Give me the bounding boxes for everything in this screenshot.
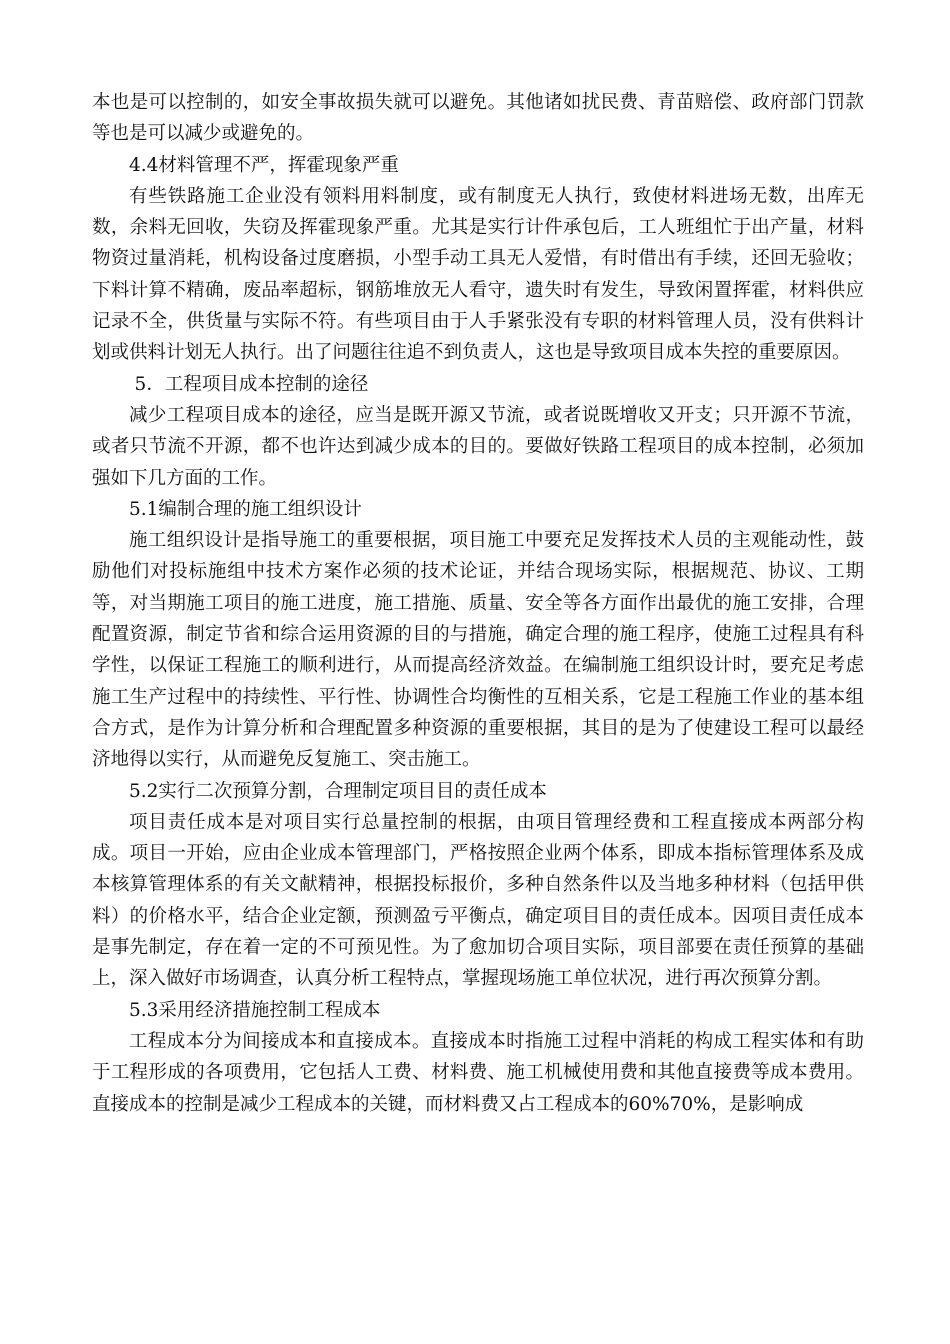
paragraph-responsibility-cost: 项目责任成本是对项目实行总量控制的根据，由项目管理经费和工程直接成本两部分构成。项目一开始，应由企业成本管理部门，严格按照企业两个体系，即成本指标管理体系及成本核算管理体系的有关文献精神，根据投标报价，多种自然条件以及当地多种材料（包括甲供料）的价格水平，结合企业定额，预测盈亏平衡点，确定项目目的责任成本。因项目责任成本是事先制定，存在着一定的不可预见性。为了愈加切合项目实际，项目部要在责任预算的基础上，深入做好市场调查，认真分析工程特点，掌握现场施工单位状况，进行再次预算分割。 [92, 811, 864, 990]
paragraph-economic-measures: 工程成本分为间接成本和直接成本。直接成本时指施工过程中消耗的构成工程实体和有助于工程形成的各项费用，它包括人工费、材料费、施工机械使用费和其他直接费等成本费用。直接成本的控制是减少工程成本的关键，而材料费又占工程成本的60%70%，是影响成 [92, 1030, 864, 1115]
section-heading-5-3: 5.3采用经济措施控制工程成本 [129, 999, 381, 1021]
section-heading-5-2: 5.2实行二次预算分割，合理制定项目目的责任成本 [129, 780, 547, 802]
paragraph-cost-reduction: 减少工程项目成本的途径，应当是既开源又节流，或者说既增收又开支；只开源不节流，或者只节流不开源，都不也许达到减少成本的目的。要做好铁路工程项目的成本控制，必须加强如下几方面的工作。 [92, 404, 864, 489]
paragraph-construction-design: 施工组织设计是指导施工的重要根据，项目施工中要充足发挥技术人员的主观能动性，鼓励他们对投标施组中技术方案作必须的技术论证，并结合现场实际，根据规范、协议、工期等，对当期施工项目的施工进度，施工措施、质量、安全等各方面作出最优的施工安排，合理配置资源，制定节省和综合运用资源的目的与措施，确定合理的施工程序，使施工过程具有科学性，以保证工程施工的顺利进行，从而提高经济效益。在编制施工组织设计时，要充足考虑施工生产过程中的持续性、平行性、协调性合均衡性的互相关系，它是工程施工作业的基本组合方式，是作为计算分析和合理配置多种资源的重要根据，其目的是为了使建设工程可以最经济地得以实行，从而避免反复施工、突击施工。 [92, 530, 864, 771]
section-heading-4-4: 4.4材料管理不严，挥霍现象严重 [129, 154, 399, 176]
section-heading-5: 5．工程项目成本控制的途径 [134, 373, 369, 395]
document-body [92, 87, 864, 1120]
paragraph-material-management: 有些铁路施工企业没有领料用料制度，或有制度无人执行，致使材料进场无数，出库无数，余料无回收，失窃及挥霍现象严重。尤其是实行计件承包后，工人班组忙于出产量，材料物资过量消耗，机构设备过度磨损，小型手动工具无人爱惜，有时借出有手续，还回无验收；下料计算不精确，废品率超标，钢筋堆放无人看守，遗失时有发生，导致闲置挥霍，材料供应记录不全，供货量与实际不符。有些项目由于人手紧张没有专职的材料管理人员，没有供料计划或供料计划无人执行。出了问题往往追不到负责人，这也是导致项目成本失控的重要原因。 [92, 185, 864, 364]
section-heading-5-1: 5.1编制合理的施工组织设计 [129, 498, 362, 520]
paragraph-continuation: 本也是可以控制的，如安全事故损失就可以避免。其他诸如扰民费、青苗赔偿、政府部门罚款等也是可以减少或避免的。 [92, 92, 864, 145]
